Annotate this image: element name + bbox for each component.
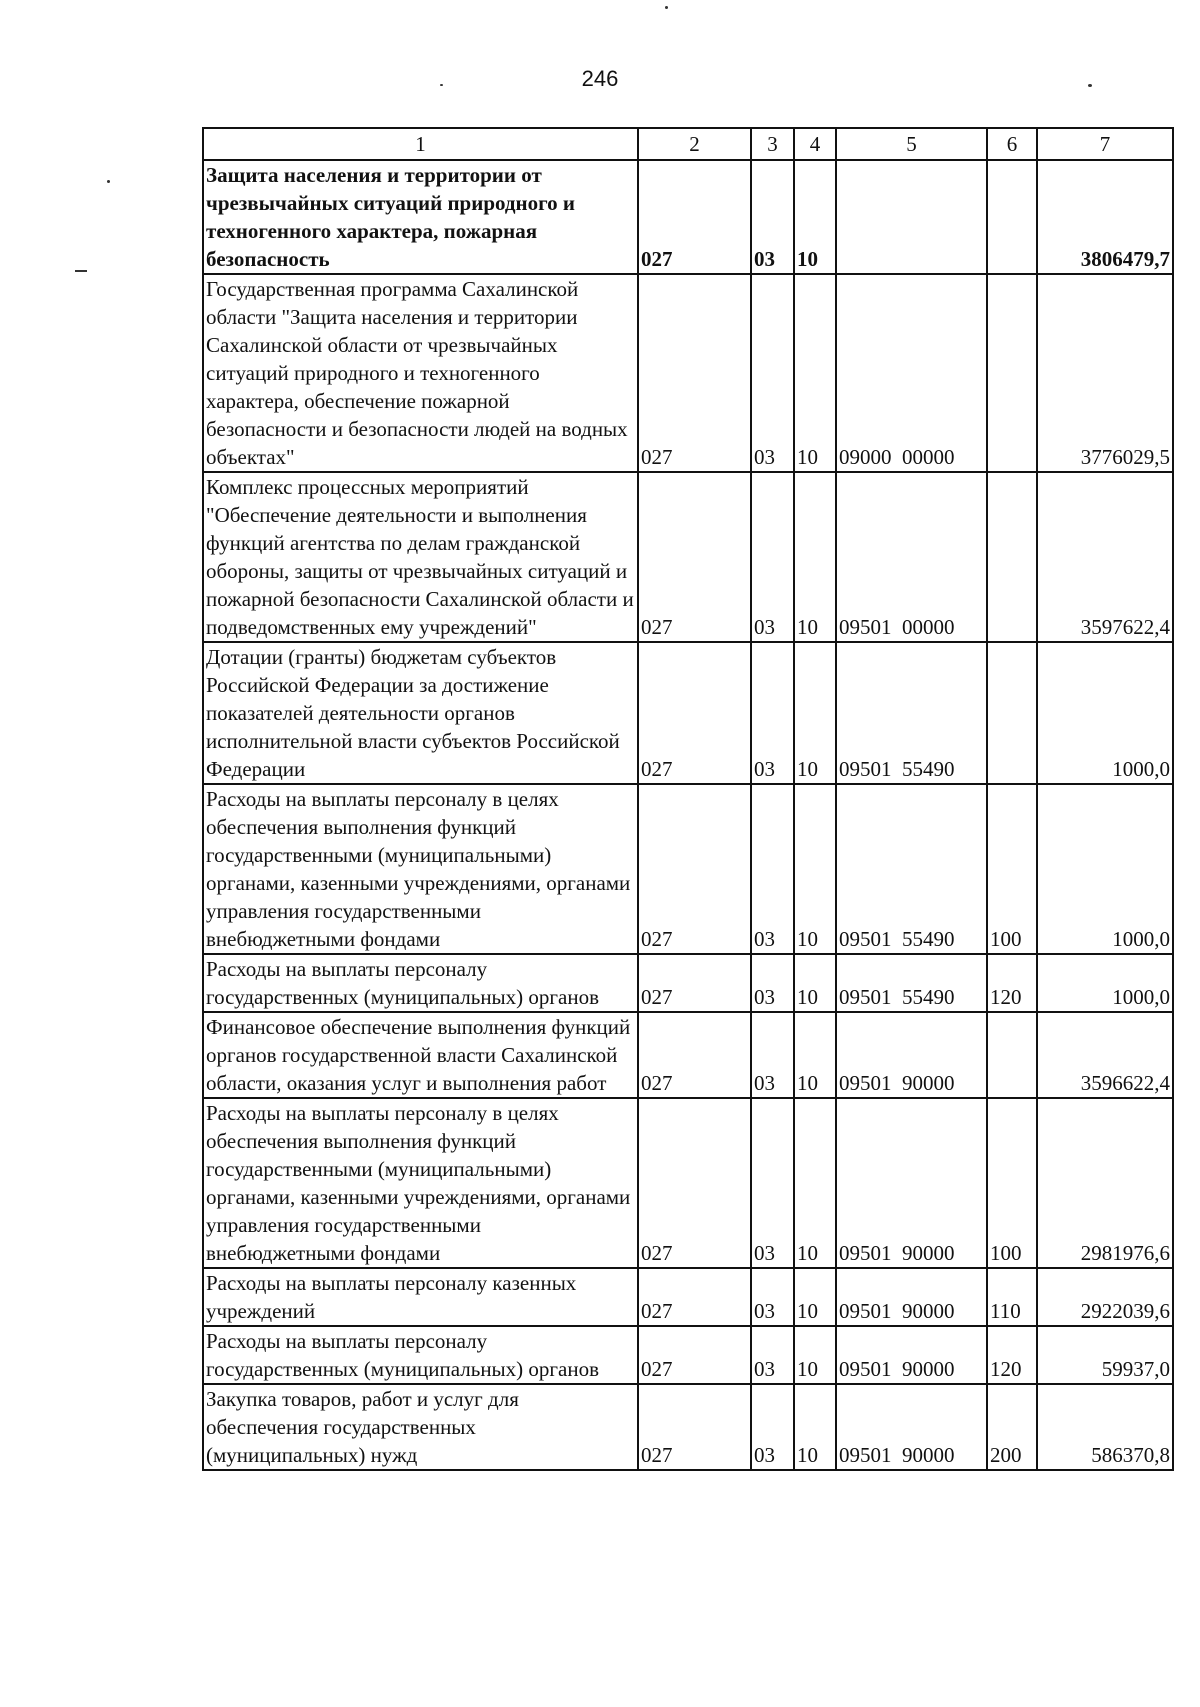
row-expense-type-cell: 200 (987, 1384, 1037, 1470)
row-amount-cell: 59937,0 (1037, 1326, 1173, 1384)
row-subsection-cell: 10 (794, 472, 836, 642)
row-subsection-cell: 10 (794, 784, 836, 954)
row-section-cell: 03 (751, 784, 794, 954)
row-section-cell: 03 (751, 954, 794, 1012)
row-expense-type-cell (987, 1012, 1037, 1098)
row-grbs-cell: 027 (638, 784, 751, 954)
row-section-cell: 03 (751, 1384, 794, 1470)
row-expense-type-cell (987, 160, 1037, 274)
row-section-cell: 03 (751, 1268, 794, 1326)
row-grbs-cell: 027 (638, 1384, 751, 1470)
row-amount-cell: 1000,0 (1037, 954, 1173, 1012)
row-target-article-cell: 09501 00000 (836, 472, 987, 642)
row-target-article-cell (836, 160, 987, 274)
row-subsection-cell: 10 (794, 1012, 836, 1098)
row-subsection-cell: 10 (794, 160, 836, 274)
row-amount-cell: 3776029,5 (1037, 274, 1173, 472)
row-grbs-cell: 027 (638, 274, 751, 472)
row-name-cell: Расходы на выплаты персоналу казенных учреждений (203, 1268, 638, 1326)
row-target-article-cell: 09501 90000 (836, 1268, 987, 1326)
table-row (203, 160, 1173, 274)
row-amount-cell: 1000,0 (1037, 642, 1173, 784)
row-name-cell: Расходы на выплаты персоналу государственных (муниципальных) органов (203, 1326, 638, 1384)
row-amount-cell: 1000,0 (1037, 784, 1173, 954)
scan-speck (665, 6, 668, 9)
row-subsection-cell: 10 (794, 274, 836, 472)
row-name-cell: Расходы на выплаты персоналу государственных (муниципальных) органов (203, 954, 638, 1012)
row-name-cell: Государственная программа Сахалинской области "Защита населения и территории Сахалинской области от чрезвычайных ситуаций природного и техногенного характера, обеспечение пожарной безопасности и безопасности людей на водных объектах" (203, 274, 638, 472)
row-amount-cell: 3596622,4 (1037, 1012, 1173, 1098)
row-grbs-cell: 027 (638, 1012, 751, 1098)
table-row (203, 1098, 1173, 1268)
row-grbs-cell: 027 (638, 954, 751, 1012)
column-number: 2 (638, 128, 751, 160)
row-expense-type-cell: 110 (987, 1268, 1037, 1326)
table-row (203, 472, 1173, 642)
row-expense-type-cell (987, 642, 1037, 784)
row-target-article-cell: 09000 00000 (836, 274, 987, 472)
row-expense-type-cell (987, 472, 1037, 642)
row-section-cell: 03 (751, 1098, 794, 1268)
scan-speck (75, 270, 87, 272)
row-section-cell: 03 (751, 1012, 794, 1098)
row-subsection-cell: 10 (794, 1098, 836, 1268)
row-amount-cell: 586370,8 (1037, 1384, 1173, 1470)
column-number: 4 (794, 128, 836, 160)
table-row (203, 1268, 1173, 1326)
page-number: 246 (581, 66, 619, 91)
row-grbs-cell: 027 (638, 1326, 751, 1384)
row-section-cell: 03 (751, 642, 794, 784)
scan-speck (107, 180, 110, 183)
column-number: 7 (1037, 128, 1173, 160)
table-row (203, 642, 1173, 784)
row-target-article-cell: 09501 90000 (836, 1098, 987, 1268)
scan-speck (440, 84, 443, 86)
row-expense-type-cell: 120 (987, 1326, 1037, 1384)
row-target-article-cell: 09501 90000 (836, 1384, 987, 1470)
row-name-cell: Закупка товаров, работ и услуг для обеспечения государственных (муниципальных) нужд (203, 1384, 638, 1470)
row-target-article-cell: 09501 55490 (836, 954, 987, 1012)
table-row (203, 784, 1173, 954)
row-section-cell: 03 (751, 472, 794, 642)
row-expense-type-cell: 120 (987, 954, 1037, 1012)
row-name-cell: Финансовое обеспечение выполнения функций органов государственной власти Сахалинской области, оказания услуг и выполнения работ (203, 1012, 638, 1098)
row-expense-type-cell: 100 (987, 1098, 1037, 1268)
row-subsection-cell: 10 (794, 1268, 836, 1326)
column-number: 5 (836, 128, 987, 160)
budget-table (202, 127, 1174, 1471)
row-amount-cell: 3806479,7 (1037, 160, 1173, 274)
row-subsection-cell: 10 (794, 642, 836, 784)
row-grbs-cell: 027 (638, 1098, 751, 1268)
row-name-cell: Расходы на выплаты персоналу в целях обеспечения выполнения функций государственными (муниципальными) органами, казенными учреждениями, органами управления государственными внебюджетными фондами (203, 784, 638, 954)
row-name-cell: Защита населения и территории от чрезвычайных ситуаций природного и техногенного характера, пожарная безопасность (203, 160, 638, 274)
row-target-article-cell: 09501 55490 (836, 784, 987, 954)
row-section-cell: 03 (751, 160, 794, 274)
column-number-row (203, 128, 1173, 160)
row-subsection-cell: 10 (794, 1384, 836, 1470)
column-number: 6 (987, 128, 1037, 160)
row-grbs-cell: 027 (638, 160, 751, 274)
table-row (203, 274, 1173, 472)
row-section-cell: 03 (751, 274, 794, 472)
table-row (203, 1384, 1173, 1470)
table-row (203, 1326, 1173, 1384)
row-amount-cell: 3597622,4 (1037, 472, 1173, 642)
column-number: 1 (203, 128, 638, 160)
table-row (203, 1012, 1173, 1098)
row-expense-type-cell: 100 (987, 784, 1037, 954)
row-name-cell: Дотации (гранты) бюджетам субъектов Российской Федерации за достижение показателей деятельности органов исполнительной власти субъектов Российской Федерации (203, 642, 638, 784)
row-target-article-cell: 09501 90000 (836, 1012, 987, 1098)
table-row (203, 954, 1173, 1012)
column-number: 3 (751, 128, 794, 160)
row-amount-cell: 2981976,6 (1037, 1098, 1173, 1268)
row-target-article-cell: 09501 90000 (836, 1326, 987, 1384)
row-name-cell: Расходы на выплаты персоналу в целях обеспечения выполнения функций государственными (муниципальными) органами, казенными учреждениями, органами управления государственными внебюджетными фондами (203, 1098, 638, 1268)
row-section-cell: 03 (751, 1326, 794, 1384)
row-grbs-cell: 027 (638, 642, 751, 784)
row-expense-type-cell (987, 274, 1037, 472)
scan-speck (1088, 84, 1092, 87)
row-subsection-cell: 10 (794, 954, 836, 1012)
row-grbs-cell: 027 (638, 1268, 751, 1326)
row-subsection-cell: 10 (794, 1326, 836, 1384)
row-amount-cell: 2922039,6 (1037, 1268, 1173, 1326)
row-target-article-cell: 09501 55490 (836, 642, 987, 784)
row-name-cell: Комплекс процессных мероприятий "Обеспечение деятельности и выполнения функций агентства по делам гражданской обороны, защиты от чрезвычайных ситуаций и пожарной безопасности Сахалинской области и подведомственных ему учреждений" (203, 472, 638, 642)
row-grbs-cell: 027 (638, 472, 751, 642)
